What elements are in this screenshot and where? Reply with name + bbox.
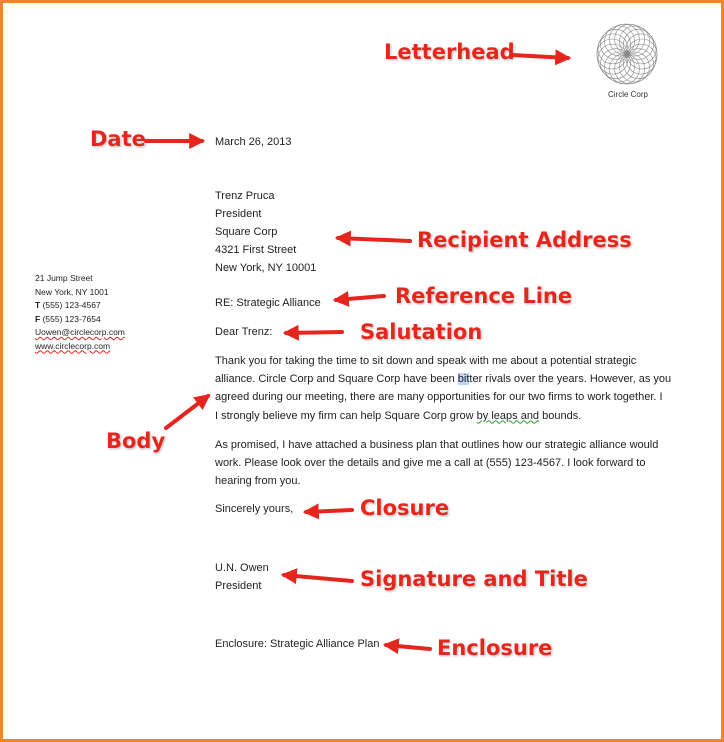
sender-email: Uowen@circlecorp.com — [35, 327, 125, 337]
label-closure: Closure — [360, 496, 450, 520]
body-line: work. Please look over the details and give me a call at (555) 123-4567. I look forward to — [215, 457, 646, 470]
arrow-salutation — [286, 332, 342, 333]
body-line: As promised, I have attached a business plan that outlines how our strategic alliance would — [215, 439, 659, 451]
arrow-reference — [336, 296, 384, 300]
arrow-recipient — [338, 238, 410, 241]
label-date: Date — [90, 127, 146, 151]
signature-name: U.N. Owen — [215, 562, 269, 574]
arrow-signature — [284, 575, 352, 581]
label-recipient-address: Recipient Address — [417, 228, 632, 252]
recipient-street: 4321 First Street — [215, 244, 297, 256]
sender-website: www.circlecorp.com — [35, 340, 111, 351]
recipient-company: Square Corp — [215, 226, 278, 238]
fax-label: F — [35, 313, 41, 324]
body-text: bounds. — [539, 409, 582, 422]
sender-city: New York, NY 1001 — [35, 286, 109, 297]
arrow-letterhead — [512, 55, 568, 58]
sender-phone: (555) 123-4567 — [42, 300, 101, 310]
closure: Sincerely yours, — [215, 503, 294, 515]
reference-line: RE: Strategic Alliance — [215, 297, 321, 309]
recipient-title: President — [215, 208, 262, 220]
body-line: hearing from you. — [215, 475, 301, 488]
sender-street: 21 Jump Street — [35, 273, 93, 283]
body-text: ter rivals over the years. However, as you — [469, 373, 672, 386]
grammar-flag: by leaps and — [476, 409, 540, 422]
label-salutation: Salutation — [360, 320, 483, 344]
arrow-closure — [306, 510, 352, 512]
date-line: March 26, 2013 — [215, 136, 292, 148]
label-signature-title: Signature and Title — [360, 567, 588, 591]
phone-label: T — [35, 300, 41, 310]
recipient-name: Trenz Pruca — [215, 190, 275, 202]
body-text: I strongly believe my firm can help Square Corp grow — [215, 409, 477, 422]
sender-fax: (555) 123-7654 — [42, 313, 101, 324]
signature-title: President — [215, 580, 262, 592]
selected-text: bit — [457, 373, 470, 386]
label-letterhead: Letterhead — [384, 40, 515, 64]
label-body: Body — [106, 429, 166, 453]
body-line: agreed during our meeting, there are many opportunities for our two firms to work together. I — [215, 391, 663, 404]
recipient-city: New York, NY 10001 — [215, 262, 317, 274]
arrow-body — [166, 396, 208, 428]
letterhead-company: Circle Corp — [607, 90, 648, 99]
enclosure-line: Enclosure: Strategic Alliance Plan — [215, 638, 380, 650]
arrow-enclosure — [386, 645, 430, 649]
salutation: Dear Trenz: — [215, 326, 273, 338]
body-text: alliance. Circle Corp and Square Corp have been — [215, 373, 458, 386]
label-reference-line: Reference Line — [395, 284, 573, 308]
label-enclosure: Enclosure — [437, 636, 553, 660]
body-line: Thank you for taking the time to sit down and speak with me about a potential strategic — [215, 355, 637, 367]
